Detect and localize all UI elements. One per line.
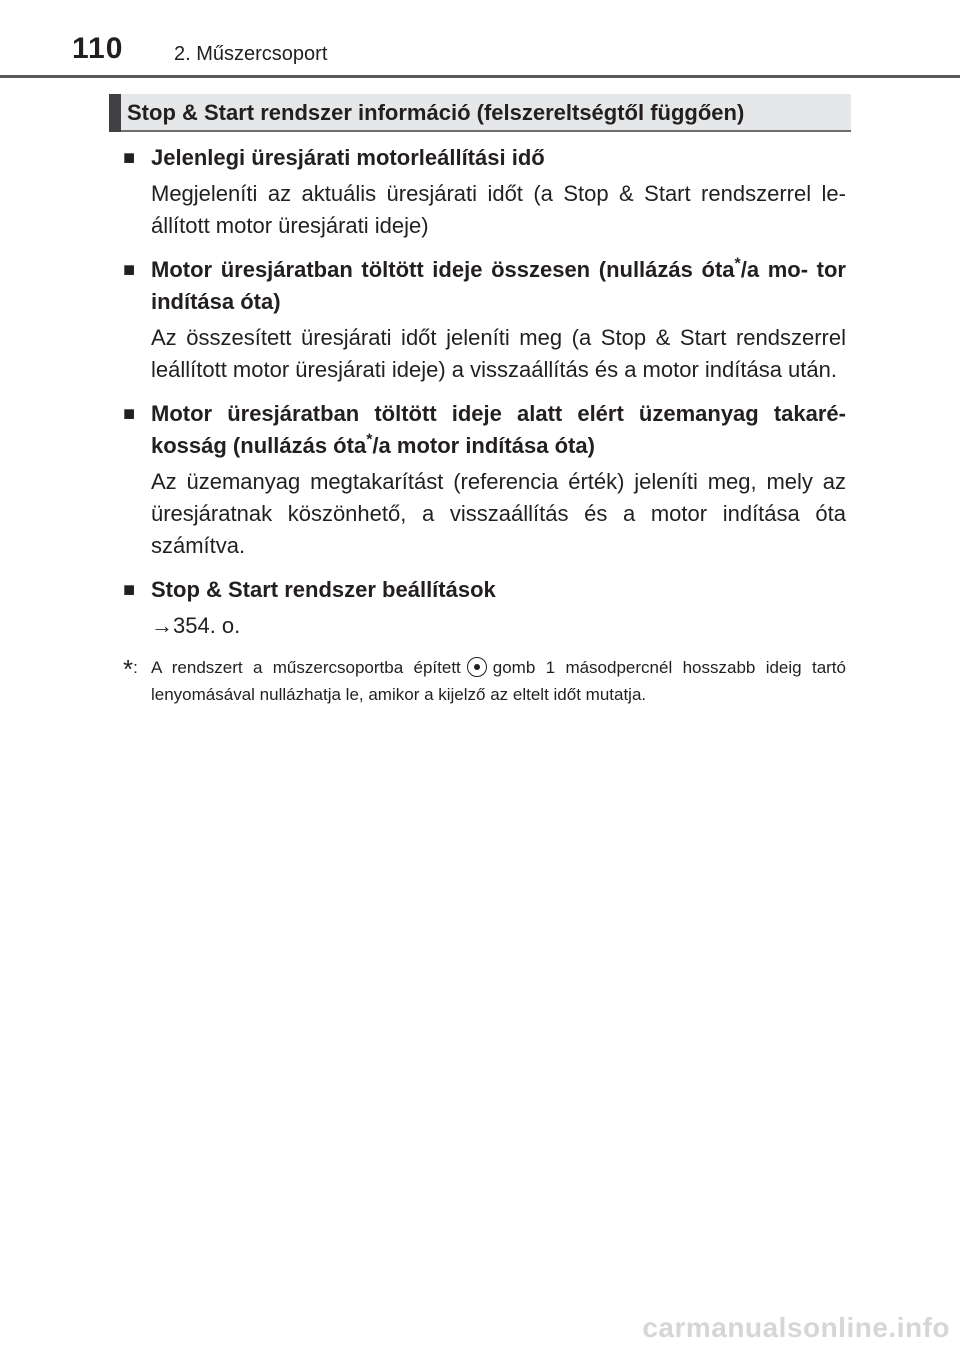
item-heading-text bbox=[151, 254, 846, 318]
item-body: Az összesített üresjárati időt jeleníti meg (a Stop & Start rendszerrel leállított motor üresjárati ideje) a visszaállítás és a motor indítása után. bbox=[151, 325, 846, 382]
section-title: Stop & Start rendszer információ (felszereltségtől függően) bbox=[127, 100, 745, 125]
square-bullet-icon: ■ bbox=[123, 579, 136, 601]
square-bullet-icon: ■ bbox=[123, 147, 136, 169]
list-item bbox=[123, 574, 846, 642]
footnote-text-after: gomb 1 másodpercnél hosszabb ideig tartó lenyomásával nullázhatja le, amikor a kijelző az eltelt időt mutatja. bbox=[151, 658, 846, 704]
item-body: Az üzemanyag megtakarítást (referencia érték) jeleníti meg, mely az üresjáratnak köszönhető, a visszaállítás és a motor indítása óta számítva. bbox=[151, 469, 846, 558]
header-rule bbox=[0, 75, 960, 78]
footnote-text bbox=[151, 654, 846, 708]
item-heading bbox=[123, 142, 846, 174]
section-title-bar bbox=[109, 94, 851, 132]
item-heading-text: Stop & Start rendszer beállítások bbox=[151, 577, 496, 602]
footnote-marker: * bbox=[734, 255, 741, 273]
page-reference-link[interactable]: →354. o. bbox=[151, 613, 241, 638]
item-heading-text bbox=[151, 398, 846, 462]
footnote-separator: : bbox=[133, 658, 138, 677]
list-item bbox=[123, 142, 846, 242]
footnote bbox=[123, 654, 846, 708]
item-heading bbox=[123, 574, 846, 606]
list-item bbox=[123, 254, 846, 386]
footnote-marker: * bbox=[366, 431, 373, 449]
square-bullet-icon: ■ bbox=[123, 403, 136, 425]
content-area bbox=[123, 142, 846, 708]
page-header bbox=[0, 0, 960, 78]
list-item bbox=[123, 398, 846, 562]
footnote-text-before: A rendszert a műszercsoportba épített bbox=[151, 658, 461, 677]
heading-part: /a motor indítása óta) bbox=[372, 433, 595, 458]
item-body: Megjeleníti az aktuális üresjárati időt (a Stop & Start rendszerrel le- állított motor üresjárati ideje) bbox=[151, 181, 846, 238]
item-heading bbox=[123, 398, 846, 462]
chapter-title: 2. Műszercsoport bbox=[174, 43, 328, 65]
asterisk-icon: * bbox=[123, 654, 134, 684]
page-number: 110 bbox=[72, 32, 124, 65]
footnote-mark bbox=[123, 654, 151, 708]
square-bullet-icon: ■ bbox=[123, 259, 136, 281]
heading-part: Motor üresjáratban töltött ideje összesen (nullázás óta bbox=[151, 257, 735, 282]
section-bar-accent bbox=[109, 94, 121, 132]
enter-button-icon bbox=[467, 657, 487, 677]
item-heading-text: Jelenlegi üresjárati motorleállítási idő bbox=[151, 145, 545, 170]
watermark: carmanualsonline.info bbox=[642, 1312, 950, 1343]
heading-part: Motor üresjáratban töltött ideje alatt elért üzemanyag takaré- kosság (nullázás óta bbox=[151, 401, 846, 458]
heading-part: /a mo- tor indítása óta) bbox=[151, 257, 846, 314]
item-heading bbox=[123, 254, 846, 318]
